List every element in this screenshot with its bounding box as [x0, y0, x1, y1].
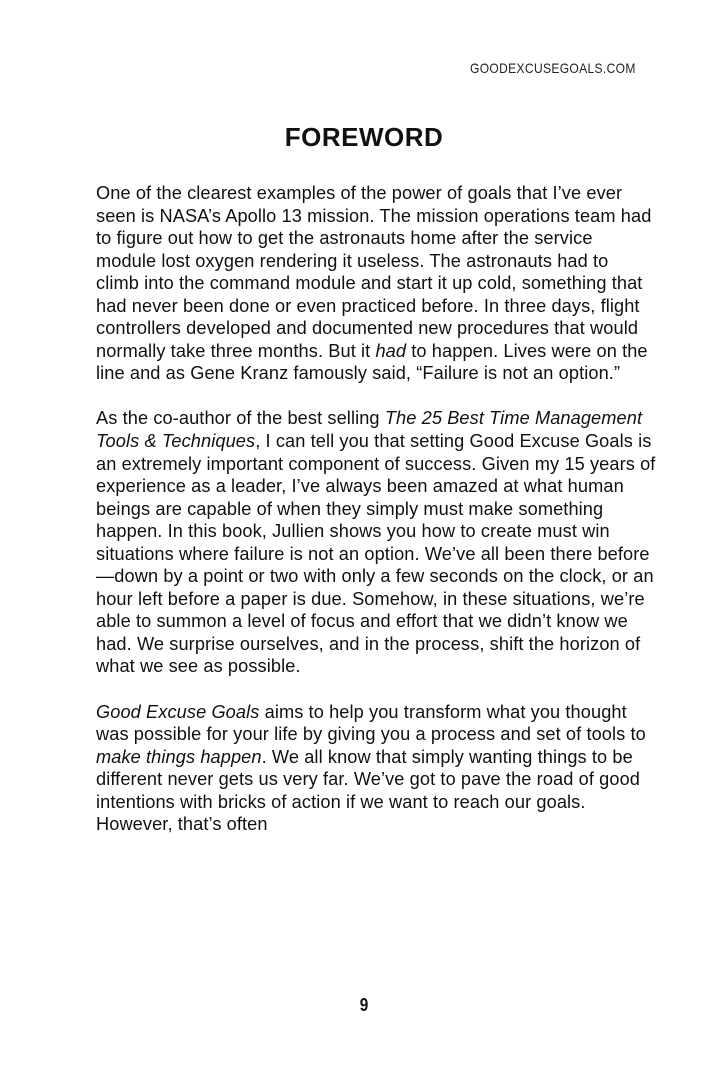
- running-header-site: GOODEXCUSEGOALS.COM: [470, 60, 636, 76]
- paragraph-1-text-end: to happen. Lives were on the line and as Gene Kranz famously said, “Failure is not an option.”: [96, 340, 648, 384]
- paragraph-3-emphasis: Good Excuse Goals: [96, 701, 260, 722]
- paragraph-2: [96, 407, 656, 678]
- paragraph-3-text-mid: aims to help you transform what you thought was possible for your life by giving you a process and set of tools to: [96, 701, 646, 745]
- page-title: FOREWORD: [284, 122, 444, 152]
- paragraph-3-text-end: . We all know that simply wanting things to be different never gets us very far. We’ve got to pave the road of good intentions with bricks of action if we want to reach our goals. However, that’s often: [96, 746, 640, 835]
- paragraph-1-text: One of the clearest examples of the power of goals that I’ve ever seen is NASA’s Apollo 13 mission. The mission operations team had to figure out how to get the astronauts home after the service module lost oxygen rendering it useless. The astronauts had to climb into the command module and start it up cold, something that had never been done or even practiced before. In three days, flight controllers developed and documented new procedures that would normally take three months. But it: [96, 183, 652, 361]
- paragraph-1: [96, 182, 656, 385]
- book-title-emphasis: The 25 Best Time Management Tools & Techniques: [96, 408, 643, 452]
- paragraph-3-emphasis-2: make things happen: [96, 746, 262, 767]
- paragraph-1-emphasis: had: [375, 340, 407, 361]
- paragraph-2-text-end: , I can tell you that setting Good Excuse Goals is an extremely important component of success. Given my 15 years of experience as a leader, I’ve always been amazed at what human beings are capable of when they simply must make something happen. In this book, Jullien shows you how to create must win situations where failure is not an option. We’ve all been there before—down by a point or two with only a few seconds on the clock, or an hour left before a paper is due. Somehow, in these situations, we’re able to summon a level of focus and effort that we didn’t know we had. We surprise ourselves, and in the process, shift the horizon of what we see as possible.: [96, 431, 656, 677]
- paragraph-3: [96, 701, 656, 836]
- paragraph-2-text-start: As the co-author of the best selling: [96, 408, 385, 429]
- page-number: 9: [359, 995, 369, 1015]
- foreword-body: [96, 182, 656, 858]
